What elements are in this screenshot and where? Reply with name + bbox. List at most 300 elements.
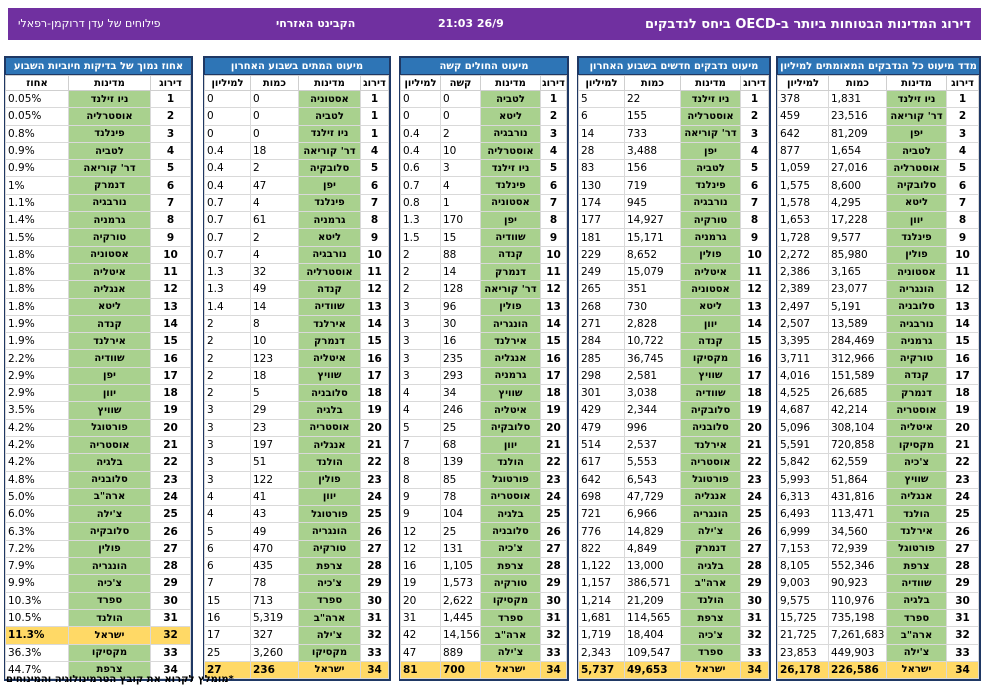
rank-cell: 7 — [151, 194, 191, 211]
table-row — [401, 142, 567, 159]
country-cell: אסטוניה — [681, 281, 741, 298]
value-cell: 78 — [251, 575, 299, 592]
country-cell: שוויץ — [681, 367, 741, 384]
value-cell: 945 — [625, 194, 681, 211]
table-row — [205, 627, 389, 644]
value-cell: 1,059 — [778, 160, 829, 177]
table-row — [205, 506, 389, 523]
value-cell: 1.3 — [401, 212, 441, 229]
value-cell: 2 — [251, 160, 299, 177]
rank-cell: 31 — [947, 609, 979, 626]
panel-title: מיעוט החולים קשה — [401, 58, 567, 75]
table-row — [579, 506, 769, 523]
value-cell: 0.4 — [401, 125, 441, 142]
rank-cell: 1 — [741, 91, 769, 108]
value-cell: 0.4 — [401, 142, 441, 159]
country-cell: ליטא — [299, 229, 361, 246]
table-row — [778, 350, 979, 367]
value-cell: 889 — [441, 644, 481, 661]
rank-cell: 15 — [947, 333, 979, 350]
table-row — [579, 108, 769, 125]
rank-cell: 8 — [741, 212, 769, 229]
country-cell: הונגריה — [69, 558, 151, 575]
table-row — [401, 125, 567, 142]
value-cell: 47 — [251, 177, 299, 194]
value-cell: 2,622 — [441, 592, 481, 609]
value-cell: 4.2% — [6, 454, 69, 471]
table-row — [778, 471, 979, 488]
table-row — [778, 91, 979, 108]
value-cell: 0.6 — [401, 160, 441, 177]
country-cell: לטביה — [481, 91, 541, 108]
country-cell: ליטא — [69, 298, 151, 315]
rank-cell: 16 — [361, 350, 389, 367]
rank-cell: 3 — [541, 125, 567, 142]
table-row — [579, 419, 769, 436]
column-header: מדינות — [299, 76, 361, 91]
value-cell: 61 — [251, 212, 299, 229]
column-header: כמות — [829, 76, 887, 91]
rank-cell: 33 — [151, 644, 191, 661]
rank-cell: 21 — [741, 436, 769, 453]
value-cell: 2,497 — [778, 298, 829, 315]
panel-title: מדד מיעוט כל הנדבקים המאומתים למיליון — [778, 58, 979, 75]
value-cell: 6 — [205, 558, 251, 575]
value-cell: 2,343 — [579, 644, 625, 661]
country-cell: לטביה — [299, 108, 361, 125]
rank-cell: 34 — [151, 661, 191, 678]
rank-cell: 32 — [151, 627, 191, 644]
rank-cell: 32 — [541, 627, 567, 644]
table-row — [6, 315, 191, 332]
value-cell: 19 — [401, 575, 441, 592]
rank-cell: 4 — [541, 142, 567, 159]
table-row — [401, 385, 567, 402]
value-cell: 2,272 — [778, 246, 829, 263]
value-cell: 431,816 — [829, 488, 887, 505]
value-cell: 6 — [205, 540, 251, 557]
value-cell: 34 — [441, 385, 481, 402]
country-cell: אוסטרליה — [681, 108, 741, 125]
value-cell: 78 — [441, 488, 481, 505]
table-row — [6, 298, 191, 315]
table-row — [579, 212, 769, 229]
table-row — [6, 91, 191, 108]
rank-cell: 5 — [741, 160, 769, 177]
country-cell: קנדה — [299, 281, 361, 298]
rank-cell: 28 — [947, 558, 979, 575]
table-row — [579, 160, 769, 177]
rank-cell: 26 — [541, 523, 567, 540]
value-cell: 25 — [441, 419, 481, 436]
rank-cell: 21 — [151, 436, 191, 453]
rank-cell: 16 — [541, 350, 567, 367]
value-cell: 642 — [778, 125, 829, 142]
country-cell: דנמרק — [481, 263, 541, 280]
country-cell: ניו זילנד — [887, 91, 947, 108]
value-cell: 6,966 — [625, 506, 681, 523]
rank-cell: 10 — [947, 246, 979, 263]
rank-cell: 24 — [741, 488, 769, 505]
rank-cell: 30 — [741, 592, 769, 609]
value-cell: 0 — [205, 108, 251, 125]
value-cell: 110,976 — [829, 592, 887, 609]
table-row — [579, 558, 769, 575]
value-cell: 0.8 — [401, 194, 441, 211]
value-cell: 1,654 — [829, 142, 887, 159]
country-cell: דר' קוריאה — [681, 125, 741, 142]
table-row — [579, 644, 769, 661]
value-cell: 10 — [441, 142, 481, 159]
value-cell: 2,581 — [625, 367, 681, 384]
rank-cell: 1 — [541, 91, 567, 108]
value-cell: 5,553 — [625, 454, 681, 471]
country-cell: ספרד — [299, 592, 361, 609]
value-cell: 3 — [441, 160, 481, 177]
country-cell: אירלנד — [481, 333, 541, 350]
value-cell: 1,214 — [579, 592, 625, 609]
rank-cell: 21 — [361, 436, 389, 453]
value-cell: 1,157 — [579, 575, 625, 592]
table-row — [205, 592, 389, 609]
country-cell: אנגליה — [481, 350, 541, 367]
country-cell: ספרד — [69, 592, 151, 609]
value-cell: 9,003 — [778, 575, 829, 592]
table-row — [401, 471, 567, 488]
table-row — [579, 246, 769, 263]
value-cell: 30 — [441, 315, 481, 332]
rank-cell: 15 — [541, 333, 567, 350]
value-cell: 114,565 — [625, 609, 681, 626]
table-row — [401, 177, 567, 194]
country-cell: צ'ילה — [299, 627, 361, 644]
table-row — [401, 108, 567, 125]
value-cell: 877 — [778, 142, 829, 159]
country-cell: פינלנד — [299, 194, 361, 211]
country-cell: גרמניה — [299, 212, 361, 229]
country-cell: טורקיה — [299, 540, 361, 557]
rank-cell: 12 — [361, 281, 389, 298]
value-cell: 3,038 — [625, 385, 681, 402]
table-row — [401, 419, 567, 436]
value-cell: 4 — [251, 246, 299, 263]
country-cell: איטליה — [69, 263, 151, 280]
country-cell: אירלנד — [887, 523, 947, 540]
value-cell: 0.8% — [6, 125, 69, 142]
value-cell: 0.4 — [205, 177, 251, 194]
table-row — [579, 661, 769, 678]
value-cell: 22 — [625, 91, 681, 108]
country-cell: איטליה — [681, 263, 741, 280]
table-row — [778, 609, 979, 626]
value-cell: 29 — [251, 402, 299, 419]
value-cell: 151,589 — [829, 367, 887, 384]
country-cell: סלובניה — [69, 471, 151, 488]
country-cell: פולין — [481, 298, 541, 315]
value-cell: 735,198 — [829, 609, 887, 626]
value-cell: 284,469 — [829, 333, 887, 350]
value-cell: 0.4 — [205, 160, 251, 177]
table-row — [778, 385, 979, 402]
country-cell: יפן — [481, 212, 541, 229]
table-row — [778, 523, 979, 540]
panel-new-cases-week — [577, 56, 771, 681]
value-cell: 49 — [251, 281, 299, 298]
rank-cell: 21 — [541, 436, 567, 453]
column-header: למיליון — [778, 76, 829, 91]
rank-cell: 11 — [947, 263, 979, 280]
rank-cell: 13 — [741, 298, 769, 315]
value-cell: 327 — [251, 627, 299, 644]
rank-cell: 23 — [151, 471, 191, 488]
table-row — [579, 350, 769, 367]
value-cell: 81 — [401, 661, 441, 678]
table-row — [579, 575, 769, 592]
value-cell: 2 — [441, 125, 481, 142]
rank-cell: 9 — [541, 229, 567, 246]
value-cell: 16 — [401, 558, 441, 575]
value-cell: 14 — [251, 298, 299, 315]
country-cell: פינלנד — [887, 229, 947, 246]
country-cell: איטליה — [481, 402, 541, 419]
country-cell: ישראל — [69, 627, 151, 644]
table-row — [205, 281, 389, 298]
rank-cell: 8 — [151, 212, 191, 229]
country-cell: אנגליה — [299, 436, 361, 453]
value-cell: 7 — [205, 575, 251, 592]
value-cell: 7.2% — [6, 540, 69, 557]
value-cell: 308,104 — [829, 419, 887, 436]
value-cell: 4,016 — [778, 367, 829, 384]
rank-cell: 16 — [151, 350, 191, 367]
rank-cell: 14 — [151, 315, 191, 332]
value-cell: 20 — [401, 592, 441, 609]
value-cell: 0.7 — [205, 194, 251, 211]
table-row — [579, 454, 769, 471]
country-cell: יפן — [299, 177, 361, 194]
country-cell: בלגיה — [69, 454, 151, 471]
value-cell: 5.0% — [6, 488, 69, 505]
column-header: דירוג — [947, 76, 979, 91]
rank-cell: 2 — [741, 108, 769, 125]
value-cell: 2 — [205, 367, 251, 384]
data-table — [204, 75, 389, 679]
value-cell: 0 — [251, 108, 299, 125]
value-cell: 174 — [579, 194, 625, 211]
rank-cell: 5 — [541, 160, 567, 177]
table-row — [401, 454, 567, 471]
value-cell: 719 — [625, 177, 681, 194]
rank-cell: 28 — [151, 558, 191, 575]
table-row — [401, 558, 567, 575]
value-cell: 4 — [401, 385, 441, 402]
rank-cell: 18 — [741, 385, 769, 402]
table-row — [6, 523, 191, 540]
rank-cell: 15 — [361, 333, 389, 350]
value-cell: 6.3% — [6, 523, 69, 540]
value-cell: 21,725 — [778, 627, 829, 644]
table-row — [579, 281, 769, 298]
table-row — [778, 177, 979, 194]
country-cell: אוסטרליה — [69, 108, 151, 125]
rank-cell: 29 — [541, 575, 567, 592]
value-cell: 25 — [205, 644, 251, 661]
table-row — [401, 488, 567, 505]
country-cell: מקסיקו — [69, 644, 151, 661]
table-row — [778, 575, 979, 592]
table-row — [6, 263, 191, 280]
value-cell: 1,831 — [829, 91, 887, 108]
column-header: דירוג — [542, 77, 565, 89]
value-cell: 2,537 — [625, 436, 681, 453]
country-cell: אנגליה — [887, 488, 947, 505]
table-row — [401, 229, 567, 246]
value-cell: 4.2% — [6, 419, 69, 436]
table-row — [205, 194, 389, 211]
table-row — [778, 212, 979, 229]
value-cell: 5 — [579, 91, 625, 108]
table-row — [205, 315, 389, 332]
country-cell: פולין — [69, 540, 151, 557]
rank-cell: 21 — [947, 436, 979, 453]
country-cell: ניו זילנד — [481, 160, 541, 177]
table-row — [401, 540, 567, 557]
table-row — [579, 177, 769, 194]
country-cell: ספרד — [481, 609, 541, 626]
country-cell: ארה"ב — [69, 488, 151, 505]
country-cell: טורקיה — [481, 575, 541, 592]
value-cell: 351 — [625, 281, 681, 298]
rank-cell: 4 — [151, 142, 191, 159]
country-cell: אוסטריה — [299, 419, 361, 436]
rank-cell: 16 — [947, 350, 979, 367]
table-row — [778, 142, 979, 159]
value-cell: 170 — [441, 212, 481, 229]
value-cell: 0.9% — [6, 160, 69, 177]
rank-cell: 25 — [151, 506, 191, 523]
table-row — [579, 402, 769, 419]
data-table — [400, 75, 567, 679]
value-cell: 13,000 — [625, 558, 681, 575]
country-cell: נורבגיה — [481, 125, 541, 142]
value-cell: 4,525 — [778, 385, 829, 402]
value-cell: 229 — [579, 246, 625, 263]
value-cell: 122 — [251, 471, 299, 488]
country-cell: דנמרק — [69, 177, 151, 194]
panel-title: מיעוט נדבקים חדשים בשבוע האחרון — [579, 58, 769, 75]
country-cell: הולנד — [481, 454, 541, 471]
value-cell: 0.05% — [6, 108, 69, 125]
rank-cell: 10 — [361, 246, 389, 263]
rank-cell: 33 — [741, 644, 769, 661]
table-row — [401, 212, 567, 229]
value-cell: 10 — [251, 333, 299, 350]
table-row — [401, 436, 567, 453]
value-cell: 7,261,683 — [829, 627, 887, 644]
value-cell: 1% — [6, 177, 69, 194]
table-row — [401, 523, 567, 540]
table-row — [579, 333, 769, 350]
country-cell: צ'כיה — [69, 575, 151, 592]
value-cell: 14,829 — [625, 523, 681, 540]
value-cell: 0.7 — [205, 212, 251, 229]
country-cell: קנדה — [681, 333, 741, 350]
country-cell: ארה"ב — [299, 609, 361, 626]
value-cell: 4 — [401, 402, 441, 419]
rank-cell: 10 — [151, 246, 191, 263]
rank-cell: 1 — [361, 108, 389, 125]
table-row — [778, 540, 979, 557]
panel-severe-cases — [399, 56, 569, 681]
value-cell: 90,923 — [829, 575, 887, 592]
rank-cell: 7 — [541, 194, 567, 211]
value-cell: 0 — [205, 125, 251, 142]
rank-cell: 4 — [361, 142, 389, 159]
column-header: למיליון — [205, 76, 251, 91]
value-cell: 3,260 — [251, 644, 299, 661]
rank-cell: 28 — [541, 558, 567, 575]
value-cell: 514 — [579, 436, 625, 453]
country-cell: דר' קוריאה — [299, 142, 361, 159]
table-row — [6, 125, 191, 142]
rank-cell: 34 — [361, 661, 389, 678]
rank-cell: 8 — [947, 212, 979, 229]
country-cell: אסטוניה — [887, 263, 947, 280]
country-cell: יפן — [681, 142, 741, 159]
country-cell: מקסיקו — [299, 644, 361, 661]
rank-cell: 7 — [361, 194, 389, 211]
rank-cell: 33 — [361, 644, 389, 661]
table-row — [401, 160, 567, 177]
rank-cell: 24 — [361, 488, 389, 505]
value-cell: 10,722 — [625, 333, 681, 350]
value-cell: 6,313 — [778, 488, 829, 505]
panel-total-cases — [776, 56, 981, 681]
panel-deaths-week — [203, 56, 391, 681]
rank-cell: 17 — [541, 367, 567, 384]
table-row — [205, 367, 389, 384]
table-row — [579, 488, 769, 505]
table-row — [401, 194, 567, 211]
value-cell: 4.2% — [6, 436, 69, 453]
country-cell: שוודיה — [887, 575, 947, 592]
table-row — [205, 263, 389, 280]
rank-cell: 30 — [151, 592, 191, 609]
rank-cell: 23 — [361, 471, 389, 488]
value-cell: 25 — [441, 523, 481, 540]
rank-cell: 13 — [361, 298, 389, 315]
value-cell: 298 — [579, 367, 625, 384]
table-row — [6, 350, 191, 367]
rank-cell: 11 — [741, 263, 769, 280]
country-cell: בלגיה — [299, 402, 361, 419]
table-row — [6, 367, 191, 384]
rank-cell: 3 — [947, 125, 979, 142]
rank-cell: 10 — [741, 246, 769, 263]
country-cell: מקסיקו — [681, 350, 741, 367]
country-cell: יוון — [887, 212, 947, 229]
table-row — [401, 298, 567, 315]
country-cell: אנגליה — [69, 281, 151, 298]
table-row — [205, 333, 389, 350]
value-cell: 14,156 — [441, 627, 481, 644]
table-row — [401, 367, 567, 384]
column-header: כמות — [251, 76, 299, 91]
rank-cell: 14 — [947, 315, 979, 332]
table-row — [205, 471, 389, 488]
value-cell: 34,560 — [829, 523, 887, 540]
table-row — [579, 91, 769, 108]
